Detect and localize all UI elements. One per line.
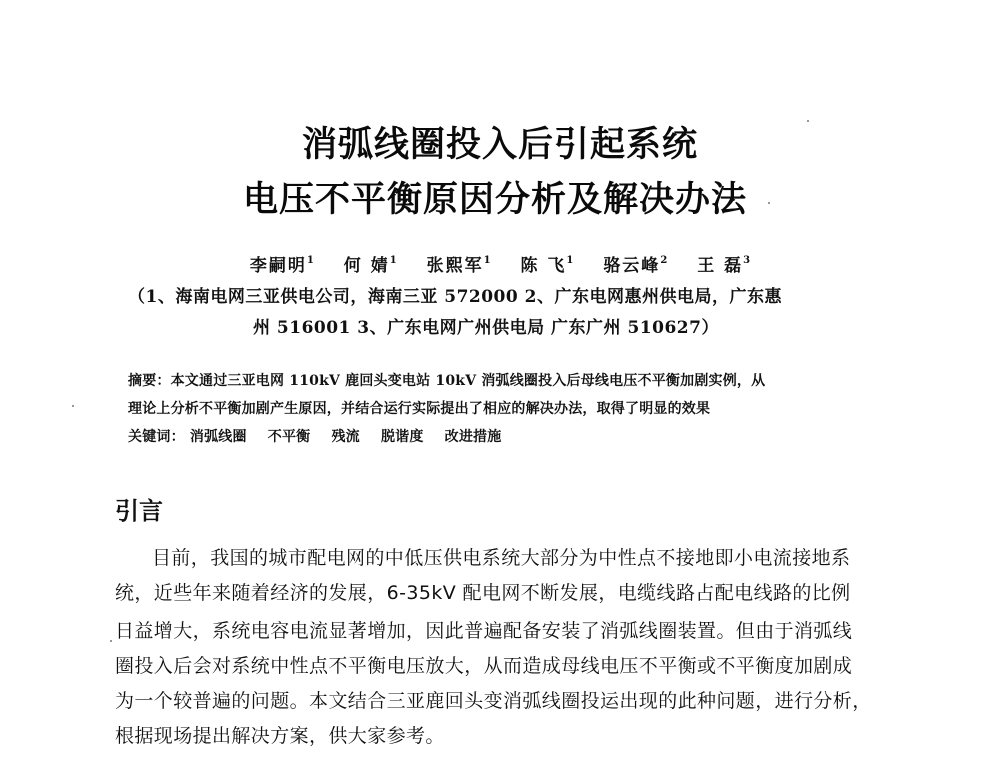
author-affiliation-mark: 2 — [660, 255, 668, 266]
keyword: 改进措施 — [444, 429, 502, 445]
body-text-line: 目前，我国的城市配电网的中低压供电系统大部分为中性点不接地即小电流接地系 — [152, 547, 851, 569]
body-text-line: 日益增大，系统电容电流显著增加，因此普遍配备安装了消弧线圈装置。但由于消弧线 — [115, 620, 853, 642]
body-text-line: 统，近些年来随着经济的发展，6-35kV 配电网不断发展，电缆线路占配电线路的比例 — [115, 582, 851, 604]
author-affiliation-mark: 1 — [566, 255, 574, 266]
scan-speck — [110, 640, 112, 642]
author-list — [0, 251, 1000, 276]
author-affiliation-mark: 1 — [306, 255, 314, 266]
scan-speck — [807, 120, 809, 122]
body-text-line: 圈投入后会对系统中性点不平衡电压放大，从而造成母线电压不平衡或不平衡度加剧成 — [115, 655, 853, 677]
scan-speck — [72, 405, 74, 407]
body-text-line: 为一个较普遍的问题。本文结合三亚鹿回头变消弧线圈投运出现的此种问题，进行分析， — [115, 690, 872, 712]
body-text-line: 根据现场提出解决方案，供大家参考。 — [115, 725, 445, 747]
abstract-line-1: 摘要：本文通过三亚电网 110kV 鹿回头变电站 10kV 消弧线圈投入后母线电压不平衡加剧实例，从 — [128, 373, 766, 389]
affiliation-line-2: 州 516001 3、广东电网广州供电局 广东广州 510627） — [253, 318, 719, 338]
abstract-line-2: 理论上分析不平衡加剧产生原因，并结合运行实际提出了相应的解决办法，取得了明显的效果 — [128, 401, 711, 417]
keyword: 脱谐度 — [380, 429, 424, 445]
section-heading: 引言 — [115, 497, 163, 525]
author-name: 张熙军 — [426, 256, 484, 276]
paper-title-line-1: 消弧线圈投入后引起系统 — [301, 125, 698, 165]
paper-title-line-2: 电压不平衡原因分析及解决办法 — [242, 180, 747, 220]
keywords-label: 关键词： — [128, 429, 185, 445]
scan-speck — [768, 202, 770, 204]
author-name: 何 婧 — [343, 256, 390, 276]
keyword: 不平衡 — [267, 429, 311, 445]
keyword: 残流 — [331, 429, 360, 445]
author-name: 王 磊 — [697, 256, 744, 276]
author-affiliation-mark: 1 — [389, 255, 397, 266]
author-affiliation-mark: 3 — [743, 255, 751, 266]
keyword: 消弧线圈 — [189, 429, 247, 445]
author-affiliation-mark: 1 — [483, 255, 491, 266]
keywords-line — [128, 426, 501, 446]
author-name: 骆云峰 — [603, 256, 661, 276]
author-name: 李嗣明 — [249, 256, 307, 276]
affiliation-line-1: （1、海南电网三亚供电公司，海南三亚 572000 2、广东电网惠州供电局，广东惠 — [128, 287, 782, 307]
author-name: 陈 飞 — [520, 256, 567, 276]
